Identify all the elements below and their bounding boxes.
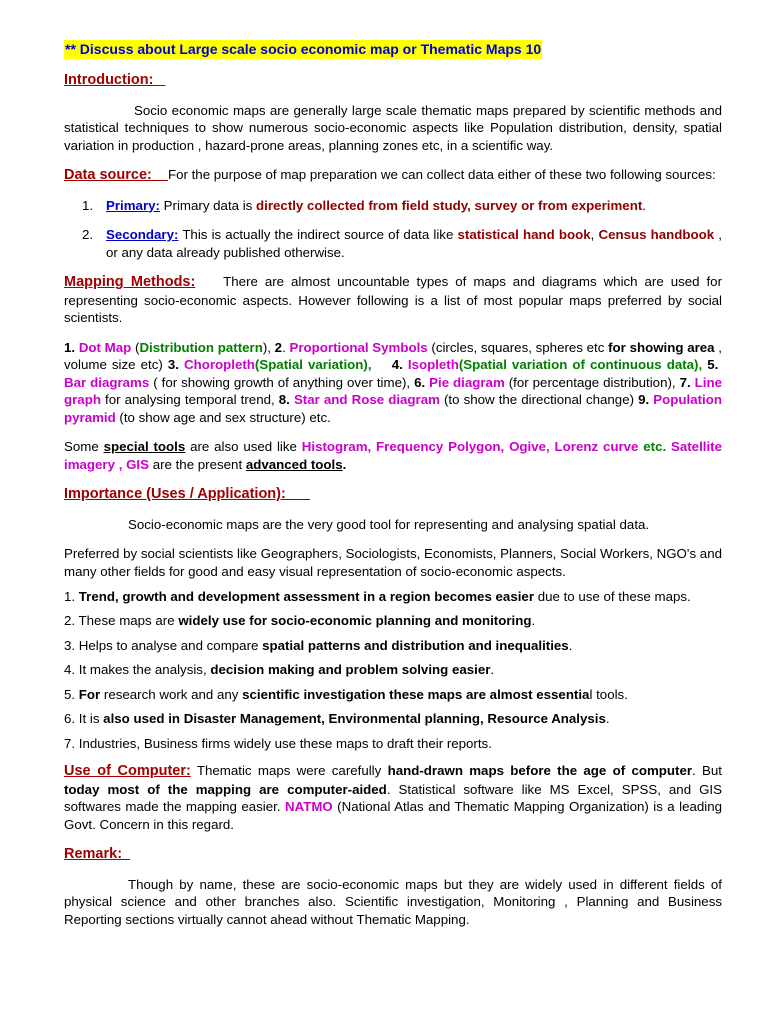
special-tools-paragraph: Some special tools are also used like Histogram, Frequency Polygon, Ogive, Lorenz curve etc. Satellite imagery , GIS are the present advanced tools. [64, 439, 722, 472]
data-source-heading: Data source: [64, 167, 152, 183]
primary-item: 1. Primary: Primary data is directly collected from field study, survey or from experiment. [82, 197, 646, 213]
importance-heading: Importance (Uses / Application): [64, 486, 286, 502]
map-types-list: 1. Dot Map (Distribution pattern), 2. Proportional Symbols (circles, squares, spheres etc for showing area , volume size etc) 3. Choropleth(Spatial variation), 4. Isopleth(Spatial variation of continuous data), 5. Bar diagrams ( for showing growth of anything over time), 6. Pie diagram (for percentage distribution), 7. Line graph for analysing temporal trend, 8. Star and Rose diagram (to show the directional change) 9. Population pyramid (to show age and sex structure) etc. [64, 339, 722, 425]
use-of-computer-heading: Use of Computer: [64, 763, 191, 779]
mapping-methods-heading: Mapping Methods: [64, 274, 196, 290]
mapping-methods-paragraph [64, 273, 722, 327]
secondary-item: 2. Secondary: This is actually the indirect source of data like statistical hand book, Census handbook , or any data already published otherwise. [82, 227, 722, 260]
importance-item-3: 3. Helps to analyse and compare spatial patterns and distribution and inequalities. [64, 637, 573, 653]
data-source-text: For the purpose of map preparation we can collect data either of these two following sources: [167, 167, 716, 182]
importance-item-2: 2. These maps are widely use for socio-economic planning and monitoring. [64, 613, 536, 628]
importance-intro: Socio-economic maps are the very good tool for representing and analysing spatial data. [128, 516, 650, 532]
primary-label: Primary: [106, 197, 160, 213]
mapping-methods-text: There are almost uncountable types of maps and diagrams which are used for representing socio-economic aspects. However following is a list of most popular maps preferred by social scientists. [64, 274, 722, 325]
remark-heading: Remark: [64, 846, 123, 862]
importance-item-5: 5. For research work and any scientific investigation these maps are almost essential tools. [64, 686, 628, 702]
importance-item-1: 1. Trend, growth and development assessment in a region becomes easier due to use of these maps. [64, 589, 691, 604]
importance-item-6: 6. It is also used in Disaster Management, Environmental planning, Resource Analysis. [64, 711, 610, 726]
remark-text: Though by name, these are socio-economic maps but they are widely used in different fields of physical science and other branches also. Scientific investigation, Monitoring , Planning and Business Reporting sections virtually cannot ahead without Thematic Mapping. [64, 876, 722, 927]
importance-item-7: 7. Industries, Business firms widely use these maps to draft their reports. [64, 735, 492, 751]
use-of-computer-paragraph: Use of Computer: Thematic maps were carefully hand-drawn maps before the age of computer. But today most of the mapping are computer-aided. Statistical software like MS Excel, SPSS, and GIS softwares made the mapping easier. NATMO (National Atlas and Thematic Mapping Organization) is a leading Govt. Concern in this regard. [64, 763, 722, 832]
introduction-heading: Introduction: [64, 72, 154, 88]
importance-item-4: 4. It makes the analysis, decision making and problem solving easier. [64, 662, 495, 677]
introduction-text: Socio economic maps are generally large scale thematic maps prepared by scientific methods and statistical techniques to show numerous socio-economic aspects like Population distribution, density, spatial variation in production , hazard-prone areas, planning zones etc, in a scientific way. [64, 102, 722, 153]
data-source-paragraph [64, 166, 722, 185]
importance-preferred: Preferred by social scientists like Geographers, Sociologists, Economists, Planners, Social Workers, NGO's and many other fields for good and easy visual representation of socio-economic aspects. [64, 546, 722, 579]
document-title: ** Discuss about Large scale socio economic map or Thematic Maps 10 [65, 41, 542, 57]
secondary-label: Secondary: [106, 227, 179, 242]
